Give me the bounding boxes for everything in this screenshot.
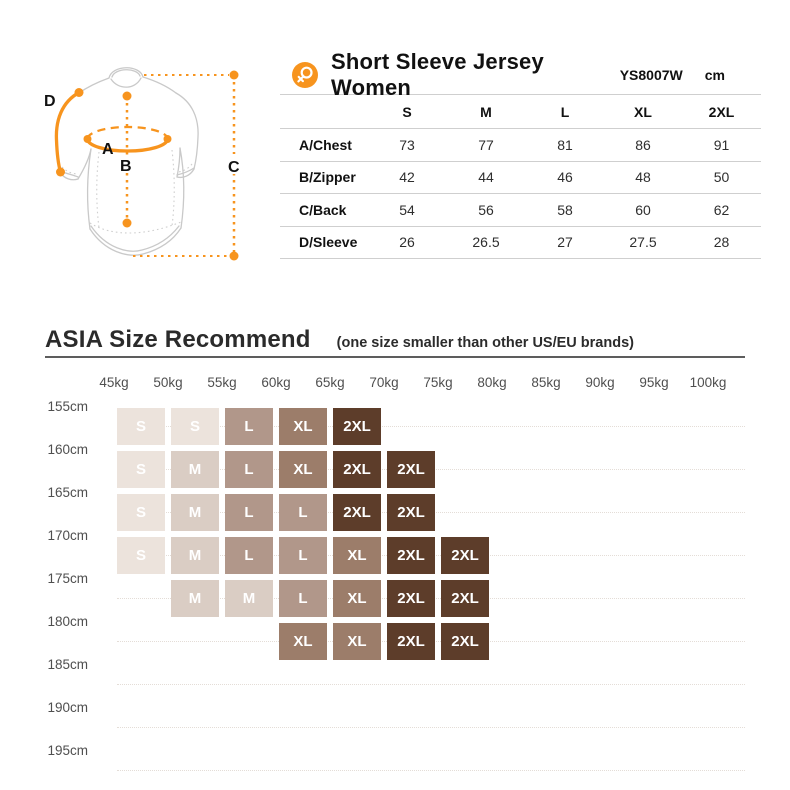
size-recommend-cell: 2XL	[333, 408, 381, 445]
measure-value: 81	[557, 136, 573, 153]
size-recommend-cell: M	[171, 537, 219, 574]
height-label: 155cm	[47, 399, 88, 414]
size-column-header: XL	[634, 103, 652, 120]
size-table-row	[280, 226, 761, 260]
brand-magnifier-icon	[292, 62, 318, 88]
size-recommend-cell: L	[225, 537, 273, 574]
sleeve-length-line	[56, 93, 79, 173]
height-label: 160cm	[47, 442, 88, 457]
measure-value: 26.5	[472, 234, 500, 251]
size-recommend-cell: XL	[333, 537, 381, 574]
model-code: YS8007W	[619, 66, 683, 83]
product-title: Short Sleeve Jersey Women	[331, 48, 544, 100]
weight-label: 45kg	[99, 375, 129, 390]
size-recommend-cell: M	[171, 451, 219, 488]
measure-value: 58	[557, 201, 573, 218]
diagram-label-back: C	[228, 159, 240, 176]
size-column-header: 2XL	[708, 103, 735, 120]
measure-label: D/Sleeve	[299, 234, 358, 251]
measure-value: 28	[713, 234, 730, 251]
measure-value: 77	[478, 136, 494, 153]
measure-value: 46	[557, 169, 573, 186]
measure-label: B/Zipper	[299, 169, 356, 186]
height-label: 190cm	[47, 700, 88, 715]
size-table-row	[280, 161, 761, 194]
recommend-title: ASIA Size Recommend	[45, 326, 311, 353]
size-recommend-cell: 2XL	[441, 623, 489, 660]
size-recommend-cell: 2XL	[387, 451, 435, 488]
row-guide-dotted-line	[117, 727, 745, 728]
measurement-annotations	[44, 71, 242, 261]
height-label: 185cm	[47, 657, 88, 672]
size-table-row	[280, 128, 761, 161]
weight-label: 50kg	[153, 375, 183, 390]
weight-label: 80kg	[477, 375, 507, 390]
size-recommend-cell: 2XL	[333, 451, 381, 488]
size-table	[280, 94, 761, 259]
size-recommend-cell: L	[225, 451, 273, 488]
size-recommend-cell: XL	[333, 623, 381, 660]
weight-label: 70kg	[369, 375, 399, 390]
size-table-title-row	[280, 48, 761, 100]
weight-label: 60kg	[261, 375, 291, 390]
size-recommend-cell: L	[225, 494, 273, 531]
size-recommend-cell: S	[117, 537, 165, 574]
size-column-header: S	[402, 103, 412, 120]
height-label: 195cm	[47, 743, 88, 758]
size-recommend-cell: S	[171, 408, 219, 445]
measure-label: A/Chest	[299, 136, 352, 153]
size-recommend-cell: L	[279, 494, 327, 531]
size-recommend-cell: XL	[333, 580, 381, 617]
size-recommend-cell: XL	[279, 451, 327, 488]
size-recommend-cell: 2XL	[387, 494, 435, 531]
weight-label: 55kg	[207, 375, 237, 390]
measure-value: 50	[713, 169, 730, 186]
row-guide-dotted-line	[117, 684, 745, 685]
size-recommend-cell: XL	[279, 623, 327, 660]
size-recommend-cell: 2XL	[441, 580, 489, 617]
size-table-row	[280, 193, 761, 226]
size-recommend-cell: L	[279, 537, 327, 574]
measure-value: 62	[713, 201, 730, 218]
size-recommend-cell: S	[117, 451, 165, 488]
weight-label: 75kg	[423, 375, 453, 390]
jersey-measurement-diagram	[0, 0, 280, 280]
size-column-header: M	[480, 103, 492, 120]
diagram-label-chest: A	[102, 141, 114, 158]
measure-value: 44	[478, 169, 494, 186]
heading-divider	[45, 356, 745, 358]
measure-value: 27.5	[629, 234, 657, 251]
weight-label: 85kg	[531, 375, 561, 390]
measure-value: 60	[635, 201, 651, 218]
size-recommend-cell: 2XL	[441, 537, 489, 574]
measure-value: 26	[399, 234, 415, 251]
measure-value: 48	[635, 169, 651, 186]
size-recommend-cell: M	[225, 580, 273, 617]
recommend-note: (one size smaller than other US/EU brands)	[336, 335, 634, 351]
weight-label: 100kg	[689, 375, 727, 390]
recommend-heading-row	[45, 326, 634, 354]
measure-value: 56	[478, 201, 494, 218]
size-recommend-cell: L	[279, 580, 327, 617]
measure-value: 86	[635, 136, 651, 153]
height-label: 165cm	[47, 485, 88, 500]
size-recommend-cell: 2XL	[387, 623, 435, 660]
size-recommend-cell: M	[171, 580, 219, 617]
weight-label: 90kg	[585, 375, 615, 390]
measure-value: 27	[557, 234, 573, 251]
measure-value: 73	[399, 136, 415, 153]
size-recommend-cell: XL	[279, 408, 327, 445]
size-table-section	[280, 48, 761, 259]
diagram-label-zipper: B	[120, 158, 132, 175]
size-recommend-cell: L	[225, 408, 273, 445]
row-guide-dotted-line	[117, 770, 745, 771]
measure-unit: cm	[704, 66, 725, 83]
size-recommend-cell: S	[117, 408, 165, 445]
diagram-label-sleeve: D	[44, 93, 56, 110]
size-recommend-cell: S	[117, 494, 165, 531]
weight-label: 95kg	[639, 375, 669, 390]
measure-value: 42	[399, 169, 415, 186]
measurement-endpoint-dots	[56, 71, 239, 261]
height-label: 170cm	[47, 528, 88, 543]
height-label: 180cm	[47, 614, 88, 629]
size-recommend-cell: 2XL	[387, 537, 435, 574]
size-column-header: L	[560, 103, 570, 120]
measure-value: 54	[399, 201, 415, 218]
weight-label: 65kg	[315, 375, 345, 390]
size-recommend-cell: 2XL	[333, 494, 381, 531]
size-recommend-cell: M	[171, 494, 219, 531]
measure-value: 91	[713, 136, 730, 153]
measure-label: C/Back	[299, 201, 347, 218]
size-recommend-cell: 2XL	[387, 580, 435, 617]
height-label: 175cm	[47, 571, 88, 586]
